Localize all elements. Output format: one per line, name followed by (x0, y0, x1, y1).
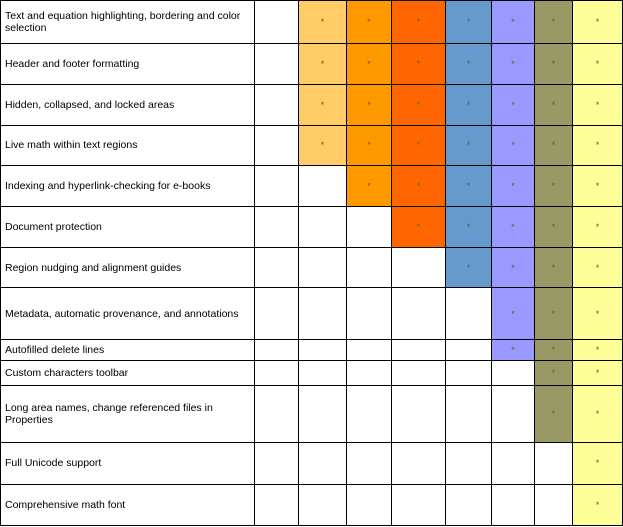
empty-cell (255, 288, 299, 339)
feature-mark-cell (299, 1, 347, 44)
feature-label: Indexing and hyperlink-checking for e-books (1, 165, 255, 206)
empty-cell (347, 442, 392, 484)
feature-mark-cell (392, 165, 446, 206)
feature-label: Text and equation highlighting, bordering and color selection (1, 1, 255, 44)
empty-cell (347, 361, 392, 386)
asterisk-mark: * (511, 140, 515, 151)
empty-cell (392, 361, 446, 386)
feature-label: Custom characters toolbar (1, 361, 255, 386)
asterisk-mark: * (466, 16, 471, 27)
empty-cell (347, 247, 392, 288)
table-row (1, 165, 623, 206)
asterisk-mark: * (367, 58, 371, 69)
feature-mark-cell (535, 288, 573, 339)
feature-mark-cell (573, 339, 623, 360)
feature-label: Long area names, change referenced files in Properties (1, 385, 255, 442)
feature-mark-cell (492, 1, 535, 44)
empty-cell (255, 339, 299, 360)
empty-cell (492, 442, 535, 484)
asterisk-mark: * (511, 221, 515, 232)
feature-mark-cell (492, 247, 535, 288)
asterisk-mark: * (416, 180, 421, 191)
feature-mark-cell (299, 84, 347, 125)
feature-label: Region nudging and alignment guides (1, 247, 255, 288)
empty-cell (392, 247, 446, 288)
empty-cell (492, 361, 535, 386)
asterisk-mark: * (551, 99, 556, 110)
asterisk-mark: * (595, 458, 600, 469)
asterisk-mark: * (320, 58, 325, 69)
asterisk-mark: * (511, 262, 515, 273)
empty-cell (255, 84, 299, 125)
table-row (1, 484, 623, 525)
asterisk-mark: * (595, 140, 600, 151)
asterisk-mark: * (595, 16, 600, 27)
empty-cell (392, 288, 446, 339)
asterisk-mark: * (511, 99, 515, 110)
feature-mark-cell (299, 125, 347, 165)
asterisk-mark: * (595, 367, 600, 378)
asterisk-mark: * (466, 99, 471, 110)
empty-cell (255, 1, 299, 44)
empty-cell (255, 206, 299, 247)
empty-cell (492, 385, 535, 442)
table-row (1, 247, 623, 288)
empty-cell (299, 385, 347, 442)
empty-cell (255, 361, 299, 386)
feature-mark-cell (492, 165, 535, 206)
empty-cell (299, 442, 347, 484)
feature-mark-cell (535, 125, 573, 165)
asterisk-mark: * (595, 58, 600, 69)
feature-label: Metadata, automatic provenance, and annotations (1, 288, 255, 339)
asterisk-mark: * (416, 221, 421, 232)
asterisk-mark: * (466, 262, 471, 273)
table-row (1, 43, 623, 84)
asterisk-mark: * (367, 16, 371, 27)
empty-cell (299, 247, 347, 288)
table-row (1, 84, 623, 125)
feature-mark-cell (573, 84, 623, 125)
asterisk-mark: * (551, 16, 556, 27)
feature-mark-cell (446, 125, 492, 165)
feature-label: Full Unicode support (1, 442, 255, 484)
asterisk-mark: * (320, 99, 325, 110)
feature-mark-cell (347, 125, 392, 165)
feature-label: Document protection (1, 206, 255, 247)
feature-mark-cell (347, 43, 392, 84)
feature-mark-cell (573, 1, 623, 44)
empty-cell (392, 484, 446, 525)
asterisk-mark: * (551, 221, 556, 232)
asterisk-mark: * (595, 262, 600, 273)
feature-mark-cell (535, 206, 573, 247)
feature-mark-cell (392, 125, 446, 165)
feature-mark-cell (446, 165, 492, 206)
empty-cell (392, 442, 446, 484)
empty-cell (446, 442, 492, 484)
asterisk-mark: * (595, 99, 600, 110)
feature-mark-cell (573, 43, 623, 84)
feature-mark-cell (535, 361, 573, 386)
empty-cell (347, 339, 392, 360)
asterisk-mark: * (320, 16, 325, 27)
empty-cell (347, 288, 392, 339)
empty-cell (392, 339, 446, 360)
feature-mark-cell (347, 165, 392, 206)
asterisk-mark: * (416, 140, 421, 151)
table-row (1, 361, 623, 386)
asterisk-mark: * (367, 140, 371, 151)
empty-cell (299, 361, 347, 386)
asterisk-mark: * (551, 344, 556, 355)
asterisk-mark: * (416, 16, 421, 27)
feature-mark-cell (573, 125, 623, 165)
feature-mark-cell (492, 84, 535, 125)
table-row (1, 442, 623, 484)
empty-cell (255, 125, 299, 165)
feature-mark-cell (492, 43, 535, 84)
feature-mark-cell (392, 84, 446, 125)
feature-mark-cell (492, 206, 535, 247)
empty-cell (255, 442, 299, 484)
feature-mark-cell (392, 206, 446, 247)
asterisk-mark: * (511, 58, 515, 69)
asterisk-mark: * (466, 58, 471, 69)
feature-mark-cell (535, 84, 573, 125)
asterisk-mark: * (320, 140, 325, 151)
empty-cell (446, 385, 492, 442)
asterisk-mark: * (511, 180, 515, 191)
empty-cell (392, 385, 446, 442)
feature-label: Comprehensive math font (1, 484, 255, 525)
feature-mark-cell (299, 43, 347, 84)
feature-mark-cell (446, 247, 492, 288)
empty-cell (535, 484, 573, 525)
table-row (1, 1, 623, 44)
feature-mark-cell (573, 385, 623, 442)
feature-mark-cell (392, 43, 446, 84)
feature-mark-cell (573, 206, 623, 247)
asterisk-mark: * (367, 99, 371, 110)
asterisk-mark: * (595, 499, 600, 510)
feature-mark-cell (446, 84, 492, 125)
asterisk-mark: * (416, 99, 421, 110)
feature-mark-cell (492, 339, 535, 360)
asterisk-mark: * (595, 180, 600, 191)
feature-mark-cell (573, 247, 623, 288)
asterisk-mark: * (595, 344, 600, 355)
asterisk-mark: * (551, 408, 556, 419)
empty-cell (255, 484, 299, 525)
table-row (1, 288, 623, 339)
asterisk-mark: * (551, 58, 556, 69)
table-row (1, 385, 623, 442)
empty-cell (255, 43, 299, 84)
empty-cell (347, 385, 392, 442)
feature-label: Header and footer formatting (1, 43, 255, 84)
table-body (1, 1, 623, 526)
empty-cell (446, 361, 492, 386)
feature-mark-cell (446, 206, 492, 247)
feature-mark-cell (535, 247, 573, 288)
asterisk-mark: * (551, 367, 556, 378)
asterisk-mark: * (595, 221, 600, 232)
feature-mark-cell (573, 361, 623, 386)
feature-mark-cell (446, 43, 492, 84)
asterisk-mark: * (511, 308, 515, 319)
asterisk-mark: * (466, 221, 471, 232)
empty-cell (446, 484, 492, 525)
empty-cell (299, 165, 347, 206)
feature-label: Hidden, collapsed, and locked areas (1, 84, 255, 125)
asterisk-mark: * (595, 308, 600, 319)
asterisk-mark: * (551, 308, 556, 319)
feature-mark-cell (535, 1, 573, 44)
asterisk-mark: * (466, 180, 471, 191)
feature-mark-cell (535, 385, 573, 442)
asterisk-mark: * (551, 140, 556, 151)
asterisk-mark: * (511, 16, 515, 27)
empty-cell (535, 442, 573, 484)
empty-cell (299, 206, 347, 247)
empty-cell (492, 484, 535, 525)
empty-cell (446, 339, 492, 360)
feature-mark-cell (573, 442, 623, 484)
feature-mark-cell (535, 43, 573, 84)
feature-mark-cell (535, 339, 573, 360)
feature-mark-cell (392, 1, 446, 44)
empty-cell (299, 288, 347, 339)
feature-mark-cell (573, 484, 623, 525)
empty-cell (347, 484, 392, 525)
feature-mark-cell (347, 1, 392, 44)
table-row (1, 125, 623, 165)
asterisk-mark: * (551, 180, 556, 191)
asterisk-mark: * (551, 262, 556, 273)
empty-cell (255, 385, 299, 442)
table-row (1, 206, 623, 247)
empty-cell (299, 484, 347, 525)
empty-cell (299, 339, 347, 360)
feature-mark-cell (535, 165, 573, 206)
feature-mark-cell (492, 125, 535, 165)
feature-label: Live math within text regions (1, 125, 255, 165)
feature-label: Autofilled delete lines (1, 339, 255, 360)
empty-cell (255, 247, 299, 288)
asterisk-mark: * (416, 58, 421, 69)
empty-cell (347, 206, 392, 247)
asterisk-mark: * (466, 140, 471, 151)
feature-mark-cell (573, 165, 623, 206)
asterisk-mark: * (595, 408, 600, 419)
empty-cell (446, 288, 492, 339)
feature-mark-cell (492, 288, 535, 339)
asterisk-mark: * (511, 344, 515, 355)
empty-cell (255, 165, 299, 206)
feature-mark-cell (446, 1, 492, 44)
asterisk-mark: * (367, 180, 371, 191)
feature-mark-cell (347, 84, 392, 125)
table-row (1, 339, 623, 360)
feature-mark-cell (573, 288, 623, 339)
